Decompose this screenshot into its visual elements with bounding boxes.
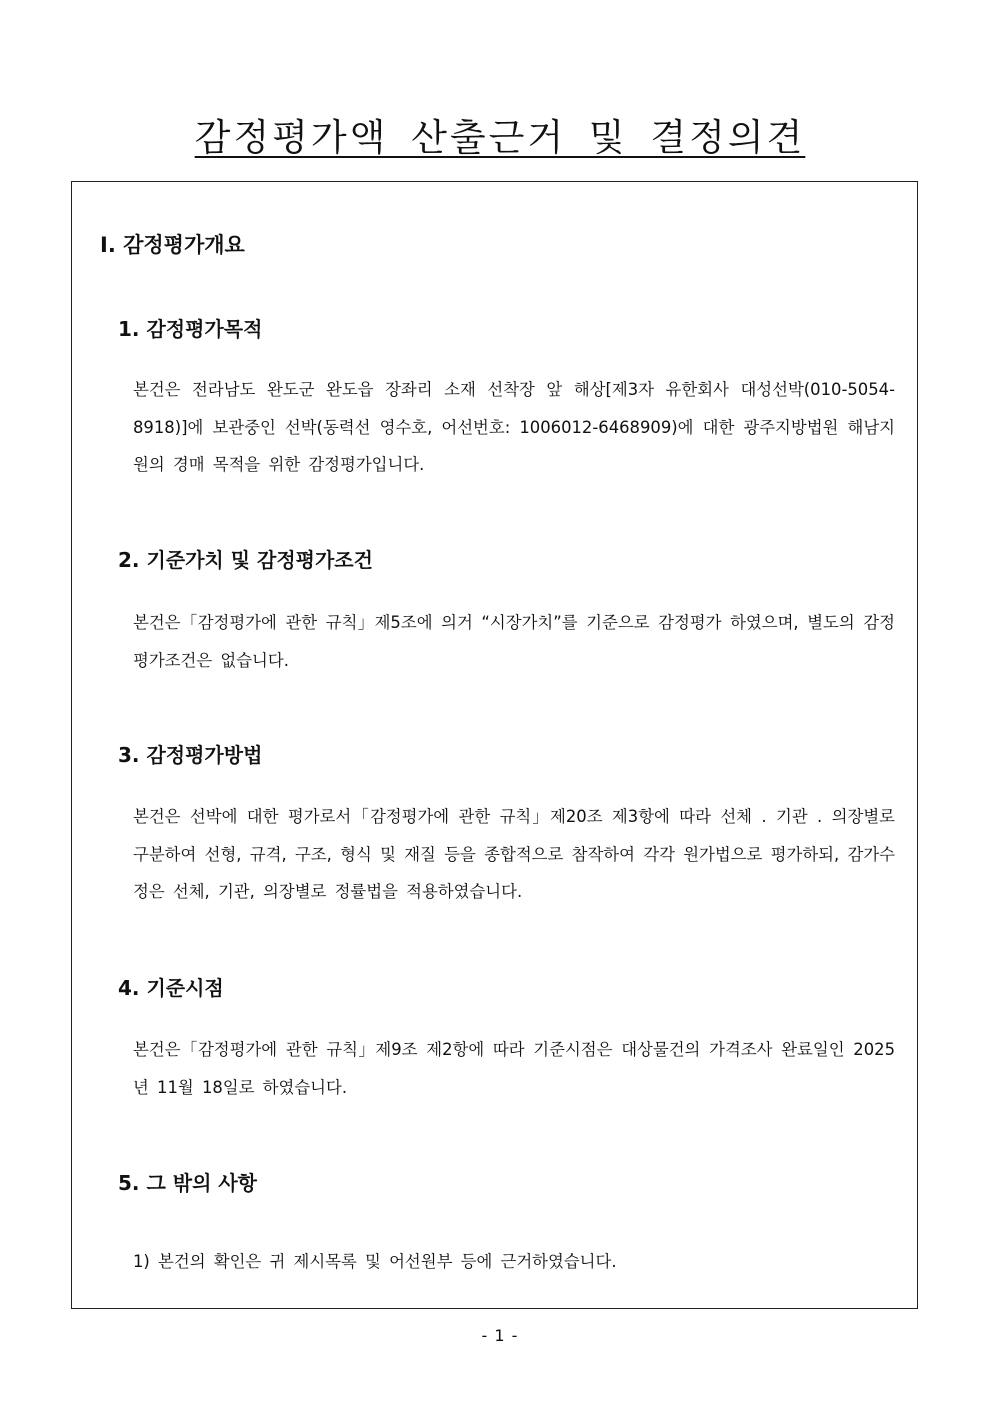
document-title-text: 감정평가액 산출근거 및 결정의견 [194, 116, 806, 159]
section-heading-method: 3. 감정평가방법 [118, 743, 263, 767]
section-paragraph-valuation-date: 본건은「감정평가에 관한 규칙」제9조 제2항에 따라 기준시점은 대상물건의 가격조사 완료일인 2025년 11월 18일로 하였습니다. [133, 1040, 895, 1097]
section-paragraph-other-matters: 1) 본건의 확인은 귀 제시목록 및 어선원부 등에 근거하였습니다. [133, 1252, 617, 1271]
section-paragraph-method: 본건은 선박에 대한 평가로서「감정평가에 관한 규칙」제20조 제3항에 따라 선체 . 기관 . 의장별로 구분하여 선형, 규격, 구조, 형식 및 재질 등을 종합적으로 참작하여 각각 원가법으로 평가하되, 감가수정은 선체, 기관, 의장별로 정률법을 적용하였습니다. [133, 807, 895, 901]
section-heading-basis-of-value: 2. 기준가치 및 감정평가조건 [118, 548, 373, 572]
chapter-heading: Ⅰ. 감정평가개요 [100, 233, 245, 257]
section-heading-purpose: 1. 감정평가목적 [118, 317, 263, 341]
section-heading-other-matters: 5. 그 밖의 사항 [118, 1171, 258, 1195]
document-title [0, 112, 1000, 164]
page-number: - 1 - [481, 1326, 519, 1345]
section-paragraph-basis-of-value: 본건은「감정평가에 관한 규칙」제5조에 의거 “시장가치”를 기준으로 감정평가 하였으며, 별도의 감정평가조건은 없습니다. [133, 613, 895, 670]
section-paragraph-purpose: 본건은 전라남도 완도군 완도읍 장좌리 소재 선착장 앞 해상[제3자 유한회사 대성선박(010-5054-8918)]에 보관중인 선박(동력선 영수호, 어선번호: 1006012-6468909)에 대한 광주지방법원 해남지원의 경매 목적을 위한 감정평가입니다. [133, 380, 895, 474]
section-heading-valuation-date: 4. 기준시점 [118, 976, 224, 1000]
